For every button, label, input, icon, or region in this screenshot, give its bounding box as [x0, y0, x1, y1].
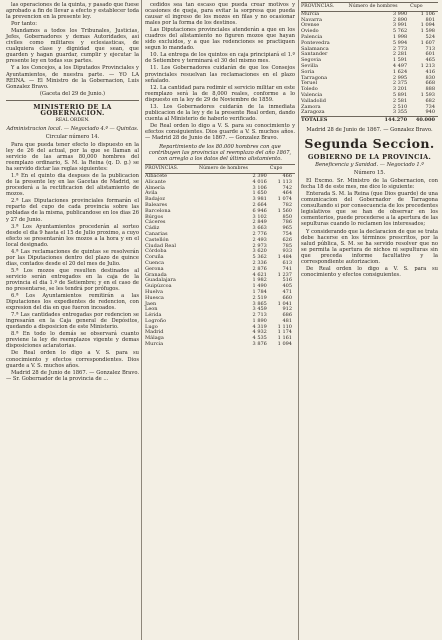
province-name: Madrid	[145, 329, 164, 336]
province-name: Pontevedra	[301, 39, 330, 46]
quota-count: 830	[425, 74, 435, 81]
paragraph: Mandamos a todos los Tribunales, Justicias, Jefes, Gobernadores y demas Autoridades, asi civiles como militares y eclesiasticas, de cualquiera clase y dignidad que sean, que guarden y hagan guardar, cumplir y ejecutar la presente ley en todas sus partes.	[6, 28, 139, 65]
quota-count: 466	[282, 172, 292, 179]
men-count: 3 981	[252, 196, 267, 203]
paragraph: Madrid 28 de Junio de 1867. — Gonzalez Bravo. — Sr. Gobernador de la provincia de ...	[6, 369, 139, 382]
paragraph: 2.ª Las Diputaciones provinciales formarán el reparto del cupo de cada provincia sobre las pobladas de la misma, publicandose en los dias 26 y 27 de Junio.	[6, 198, 139, 223]
quota-count: 1 560	[277, 207, 292, 214]
quota-count: 686	[282, 312, 292, 319]
quota-count: 1 213	[420, 62, 435, 69]
quota-count: 782	[282, 201, 292, 208]
men-count: 1 982	[252, 277, 267, 284]
province-name: Zaragoza	[301, 109, 325, 116]
paragraph: las operaciones de la quinta, y pasado que fuese aprobado a fin de llevar a efecto y establecer toda la prevencion en la presente ley.	[6, 2, 139, 21]
circular-number: Circular número 14.	[45, 133, 100, 140]
men-count: 4 535	[252, 335, 267, 342]
paragraph: 6.ª Los Ayuntamientos remitirán a las Diputaciones los expedientes de redencion, con expresion del dia en que fueron incoados.	[6, 293, 139, 312]
decree-subtitle: Administracion local. — Negociado 4.º — Quintas.	[6, 125, 139, 132]
province-name: Zamora	[301, 103, 321, 110]
province-name: Ciudad Real	[145, 242, 176, 249]
province-name: Castellón	[145, 236, 169, 243]
province-name: Teruel	[301, 80, 318, 87]
province-name: Guipúzcoa	[145, 283, 172, 290]
column-left	[6, 2, 139, 383]
men-count: 2 519	[252, 294, 267, 301]
men-count: 2 493	[252, 236, 267, 243]
paragraph: 4.ª Las reclamaciones de quintas se resolverán por las Diputaciones dentro del plazo de quince dias, contados desde el 20 del mes de Julio.	[6, 248, 139, 267]
quota-count: 888	[425, 86, 435, 93]
quota-count: 416	[425, 68, 435, 75]
men-count: 1 591	[392, 57, 408, 64]
quota-count: 613	[282, 259, 292, 266]
province-name: Baleares	[145, 201, 168, 208]
province-name: Orense	[301, 22, 320, 29]
quota-count: 933	[282, 248, 292, 255]
province-name: Cádiz	[145, 225, 160, 232]
quota-count: 1 113	[277, 178, 292, 185]
table-header: Cupo	[410, 3, 438, 12]
province-name: Valencia	[301, 91, 323, 98]
men-count: 2 776	[252, 230, 267, 237]
province-name: Barcelona	[145, 207, 171, 214]
quota-count: 741	[282, 265, 292, 272]
men-count: 2 375	[392, 80, 408, 87]
province-name: Lugo	[145, 323, 158, 330]
men-count: 1 890	[252, 317, 267, 324]
men-count: 3 865	[252, 300, 267, 307]
men-count: 3 106	[252, 184, 267, 191]
table-header: PROVINCIAS.	[301, 3, 343, 12]
quota-count: 682	[425, 97, 435, 104]
province-name: Huelva	[145, 288, 163, 295]
province-name: Córdoba	[145, 248, 167, 255]
province-name: Tarragona	[301, 74, 328, 81]
men-count: 3 620	[252, 248, 267, 255]
men-count: 2 849	[252, 219, 267, 226]
quota-count: 1 593	[420, 91, 435, 98]
province-name: Sevilla	[301, 62, 318, 69]
column-divider	[141, 0, 142, 640]
province-name: Albacete	[145, 172, 168, 179]
paragraph: Y a los Concejos, a los Diputados Provinciales y Ayuntamientos, de nuestra parte. — YO LA REINA. — El Ministro de la Gobernacion, Luis Gonzalez Bravo.	[6, 65, 139, 90]
government-subtitle: Beneficencia y Sanidad. — Negociado 1.º	[315, 162, 424, 169]
paragraph: Enterada S. M. la Reina (que Dios guarde) de una comunicacion del Gobernador de Tarragona consultando si por consecuencia de los precedentes legislativos que se han de observar en los cementerios, puede procederse a la apertura de las sepulturas cuando lo reclamen los interesados;	[301, 191, 438, 228]
quota-table-continued	[301, 2, 438, 124]
column-divider	[298, 0, 299, 640]
paragraph: El Excmo. Sr. Ministro de la Gobernacion, con fecha 18 de este mes, me dice lo siguiente:	[301, 178, 438, 191]
men-count: 6 946	[252, 207, 267, 214]
quota-count: 1 094	[420, 22, 435, 29]
quota-count: 713	[425, 45, 435, 52]
column-right	[301, 2, 438, 279]
section-title: Segunda Seccion.	[304, 135, 435, 151]
men-count: 2 995	[392, 74, 408, 81]
paragraph: 5.ª Los mozos que resulten destinados al servicio serán entregados en la caja de la provincia el dia 1.º de Setiembre; y en el caso de no presentarse, se les tendrá por prófugos.	[6, 267, 139, 293]
ministry-heading: MINISTERIO DE LA GOBERNACION.	[33, 102, 112, 117]
men-count: 3 102	[252, 213, 267, 220]
province-name: Cuenca	[145, 259, 165, 266]
men-count: 2 890	[392, 16, 408, 23]
men-count: 2 773	[392, 45, 408, 52]
province-name: Oviedo	[301, 28, 319, 35]
paragraph: cedidos sea tan escaso que pueda crear motivos y ocasiones de queja, para evitar la sorpresa que pueda causar el ingreso de los mozos en filas y no ocasionar males por la forma de los destinos.	[145, 2, 295, 27]
men-count: 2 390	[252, 172, 267, 179]
quota-count: 1 598	[420, 28, 435, 35]
province-name: Murcia	[145, 341, 164, 348]
table-header: Número de hombres	[349, 3, 410, 12]
men-count: 2 581	[392, 97, 408, 104]
paragraph: 12. La cantidad para redimir el servicio militar en este reemplazo será la de 8,000 reales, conforme a lo dispuesto en la ley de 29 de Noviembre de 1859.	[145, 84, 295, 103]
men-count: 5 762	[392, 28, 408, 35]
quota-count: 1 074	[277, 196, 292, 203]
quota-count: 1 484	[277, 254, 292, 261]
quota-count: 1 607	[420, 39, 435, 46]
quota-count: 481	[282, 317, 292, 324]
men-count: 1 784	[252, 288, 267, 295]
men-count: 4 319	[252, 323, 267, 330]
men-count: 3 876	[252, 341, 267, 348]
men-count: 2 281	[392, 51, 408, 58]
province-name: Lérida	[145, 312, 162, 319]
paragraph: Para que pueda tener efecto lo dispuesto en la ley de 26 del actual, por la que se llaman al servicio de las armas 80,000 hombres del reemplazo ordinario, S. M. la Reina (q. D. g.) se ha servido dictar las reglas siguientes:	[6, 141, 139, 173]
quota-count: 1 174	[277, 329, 292, 336]
men-count: 2 664	[252, 201, 267, 208]
province-name: Soria	[301, 68, 315, 75]
table-row	[145, 342, 295, 348]
men-count: 3 201	[392, 86, 408, 93]
province-name: Huesca	[145, 294, 164, 301]
paragraph: 11. Los Gobernadores cuidarán de que los Consejos provinciales resuelvan las reclamaciones en el plazo señalado.	[145, 65, 295, 84]
quota-count: 912	[282, 306, 292, 313]
quota-count: 668	[425, 80, 435, 87]
province-name: Salamanca	[301, 45, 329, 52]
quota-count: 464	[282, 190, 292, 197]
quota-count: 516	[282, 277, 292, 284]
source-note: (Gaceta del 29 de Junio.)	[39, 90, 106, 97]
paragraph: 8.ª En todo lo demás se observará cuanto previene la ley de reemplazos vigente y demas disposiciones aclaratorias.	[6, 331, 139, 350]
province-name: Murcia	[301, 10, 320, 17]
province-name: Búrgos	[145, 213, 164, 220]
province-name: Palencia	[301, 33, 323, 40]
province-name: Cáceres	[145, 219, 166, 226]
men-count: 4 621	[252, 271, 267, 278]
men-count: 4 932	[252, 329, 267, 336]
notice-number: Número 15.	[353, 170, 386, 177]
total-label: TOTALES	[301, 117, 343, 124]
date-line: Madrid 28 de Junio de 1867. — Gonzalez Bravo.	[306, 126, 433, 133]
quota-count: 1 106	[420, 10, 435, 17]
table-header: Cupo	[270, 165, 295, 174]
paragraph: 1.ª En el quinto dia despues de la publicacion de la presente ley en las Gacetas de Madrid, se procederá a la rectificacion del alistamiento de mozos.	[6, 173, 139, 198]
quota-count: 524	[425, 33, 435, 40]
province-name: Canarias	[145, 230, 168, 237]
quota-count: 465	[425, 57, 435, 64]
men-count: 5 891	[392, 91, 408, 98]
province-name: Badajoz	[145, 196, 166, 203]
men-count: 1 624	[392, 68, 408, 75]
paragraph: De Real orden lo digo a V. S. para su conocimiento y efectos consiguientes.	[301, 265, 438, 278]
table-header: PROVINCIAS.	[145, 165, 193, 174]
province-name: Toledo	[301, 86, 318, 93]
quota-count: 965	[282, 225, 292, 232]
quota-count: 660	[282, 294, 292, 301]
men-count: 5 994	[392, 39, 408, 46]
quota-count: 471	[282, 288, 292, 295]
men-count: 3 663	[252, 225, 267, 232]
men-count: 4 497	[392, 62, 408, 69]
paragraph: Por tanto:	[11, 21, 38, 28]
quota-count: 405	[282, 283, 292, 290]
men-count: 4 016	[252, 178, 267, 185]
province-name: Málaga	[145, 335, 164, 342]
quota-count: 1 094	[277, 341, 292, 348]
paragraph: 10. La entrega de los quintos en caja principiará el 1.º de Setiembre y terminará el 30 del mismo mes.	[145, 52, 295, 65]
province-name: Navarra	[301, 16, 322, 23]
province-name: Guadalajara	[145, 277, 176, 284]
column-middle	[145, 2, 295, 348]
province-name: Santander	[301, 51, 328, 58]
paragraph: 7.ª Las cantidades entregadas por redencion se ingresarán en la Caja general de Depósitos, quedando a disposicion de este Ministerio.	[6, 312, 139, 331]
province-name: Alicante	[145, 178, 166, 185]
men-count: 2 713	[252, 312, 267, 319]
total-quota: 40.000	[410, 117, 438, 124]
quota-count: 1 161	[277, 335, 292, 342]
province-name: Coruña	[145, 254, 164, 261]
quota-count: 1 041	[277, 300, 292, 307]
quota-count: 742	[282, 184, 292, 191]
men-count: 1 490	[252, 283, 267, 290]
quota-count: 734	[425, 103, 435, 110]
men-count: 5 362	[252, 254, 267, 261]
province-name: Leon	[145, 306, 158, 313]
men-count: 3 991	[392, 22, 408, 29]
quota-count: 940	[425, 109, 435, 116]
men-count: 3 459	[252, 306, 267, 313]
men-count: 2 876	[252, 265, 267, 272]
government-heading: GOBIERNO DE LA PROVINCIA.	[307, 152, 432, 161]
table-header: Número de hombres	[199, 165, 270, 174]
quota-count: 626	[282, 236, 292, 243]
table-intro: Repartimiento de los 80.000 hombres con que contribuyen las provincias al reemplazo del año 1867, con arreglo a los datos del último alistamiento.	[148, 144, 292, 163]
men-count: 2 510	[392, 103, 408, 110]
men-count: 2 973	[252, 242, 267, 249]
separator	[6, 100, 139, 101]
quota-count: 754	[282, 230, 292, 237]
paragraph: Y considerando que la declaracion de que se trata debe hacerse en los términos prescritos, por la salud pública, S. M. se ha servido resolver que no se permita la apertura de nichos ni sepulturas sin que preceda informe facultativo y la correspondiente autorizacion.	[301, 228, 438, 265]
paragraph: Las Diputaciones provinciales atenderán a que en los cuadros del alistamiento no figuren mozos que hayan sido excluidos, y a que las redenciones se practiquen segun lo mandado.	[145, 27, 295, 52]
table-total-row	[301, 117, 438, 124]
paragraph: De Real orden lo digo a V. S. para su conocimiento y efectos consiguientes. Dios guarde a V. S. muchos años. — Madrid 28 de Junio de 1867. — Gonzalez Bravo.	[145, 122, 295, 141]
province-name: Gerona	[145, 265, 164, 272]
men-count: 1 998	[392, 33, 408, 40]
quota-table	[145, 164, 295, 348]
quota-count: 1 110	[277, 323, 292, 330]
men-count: 2 336	[252, 259, 267, 266]
province-name: Logroño	[145, 317, 167, 324]
quota-count: 1 237	[277, 271, 292, 278]
total-men: 144.270	[349, 117, 410, 124]
paragraph: 13. Los Gobernadores cuidarán de la inmediata publicacion de la ley y de la presente Real orden, dando cuenta al Ministerio de haberlo verificado.	[145, 103, 295, 122]
quota-count: 850	[282, 213, 292, 220]
paragraph: 3.ª Los Ayuntamientos procederán al sorteo desde el dia 9 hasta el 15 de Julio proximo, a cuyo efecto se presentarán los mozos a la hora y en el local designado.	[6, 223, 139, 248]
quota-count: 786	[282, 219, 292, 226]
province-name: Ávila	[145, 190, 158, 197]
province-name: Jaen	[145, 300, 157, 307]
province-name: Valladolid	[301, 97, 326, 104]
men-count: 3 990	[392, 10, 408, 17]
men-count: 3 355	[392, 109, 408, 116]
province-name: Segovia	[301, 57, 321, 64]
quota-count: 601	[425, 51, 435, 58]
province-name: Almería	[145, 184, 165, 191]
paragraph: De Real orden lo digo a V. S. para su conocimiento y efectos correspondientes. Dios guarde a V. S. muchos años.	[6, 350, 139, 369]
men-count: 1 650	[252, 190, 267, 197]
quota-count: 801	[425, 16, 435, 23]
quota-count: 785	[282, 242, 292, 249]
decree-title: REAL ORDEN.	[55, 117, 90, 123]
province-name: Granada	[145, 271, 167, 278]
